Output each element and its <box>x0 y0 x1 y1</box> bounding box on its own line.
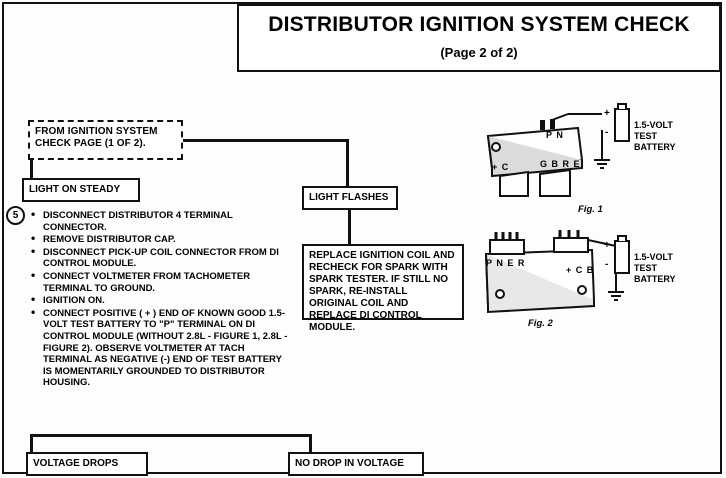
connector-from-to-flashes-horizontal <box>183 139 349 142</box>
light-on-steady-box <box>22 178 140 202</box>
connector-from-to-steady <box>30 160 33 178</box>
fig2-caption: Fig. 2 <box>528 318 553 329</box>
fig1-terminals-bottom: G B R E <box>540 159 581 169</box>
step-number-label: 5 <box>12 210 19 221</box>
list-item: • CONNECT POSITIVE ( + ) END OF KNOWN GOOD 1.5-VOLT TEST BATTERY TO "P" TERMINAL ON DI CONTROL MODULE (WITHOUT 2.8L - FIGURE 1, 2.8L - FIGURE 2). OBSERVE VOLTMETER AT TACH TERMINAL AS NEGATIVE (-) END OF TEST BATTERY IS MOMENTARILY GROUNDED TO DISTRIBUTOR HOUSING. <box>43 308 290 389</box>
fig2-battery-minus: - <box>605 259 609 270</box>
fig1-terminal-c: + C <box>492 162 510 172</box>
fig2-terminals-left: P N E R <box>486 258 526 268</box>
connector-bottom-horizontal <box>30 434 312 437</box>
fig1-battery-minus: - <box>605 127 609 138</box>
list-item: • IGNITION ON. <box>43 295 290 307</box>
fig2-battery-plus: + <box>604 240 610 251</box>
fig2-battery-body <box>614 240 630 274</box>
steps-list <box>28 210 290 390</box>
page-title: DISTRIBUTOR IGNITION SYSTEM CHECK <box>268 13 690 36</box>
no-drop-in-voltage-label: NO DROP IN VOLTAGE <box>295 458 404 469</box>
no-drop-in-voltage-box <box>288 452 424 476</box>
fig1-battery-label: 1.5-VOLT TEST BATTERY <box>634 120 676 152</box>
voltage-drops-box <box>26 452 148 476</box>
fig1-battery-cap <box>617 103 627 109</box>
fig1-battery-plus: + <box>604 108 610 119</box>
replace-coil-box <box>302 244 464 333</box>
list-item: • DISCONNECT PICK-UP COIL CONNECTOR FROM DI CONTROL MODULE. <box>43 247 290 270</box>
title-box <box>237 4 721 72</box>
replace-coil-label: REPLACE IGNITION COIL AND RECHECK FOR SPARK WITH SPARK TESTER. IF STILL NO SPARK, RE-INSTALL ORIGINAL COIL AND REPLACE DI CONTROL MODULE. <box>309 250 455 333</box>
connector-to-no-drop <box>309 434 312 452</box>
fig1-terminals-top: P N <box>546 130 564 140</box>
connector-from-to-flashes-vertical <box>346 139 349 186</box>
step-number-badge <box>6 206 25 225</box>
light-on-steady-label: LIGHT ON STEADY <box>29 184 121 195</box>
list-item: • DISCONNECT DISTRIBUTOR 4 TERMINAL CONNECTOR. <box>43 210 290 233</box>
figure-1-drawing <box>470 100 720 220</box>
fig1-caption: Fig. 1 <box>578 204 603 215</box>
fig1-battery-body <box>614 108 630 142</box>
page-subtitle: (Page 2 of 2) <box>440 45 518 60</box>
from-ignition-system-box <box>28 120 183 160</box>
list-item: • CONNECT VOLTMETER FROM TACHOMETER TERMINAL TO GROUND. <box>43 271 290 294</box>
list-item: • REMOVE DISTRIBUTOR CAP. <box>43 234 290 246</box>
voltage-drops-label: VOLTAGE DROPS <box>33 458 119 469</box>
fig2-battery-cap <box>617 235 627 241</box>
light-flashes-box <box>302 186 398 210</box>
fig2-terminals-right: + C B <box>566 265 595 275</box>
light-flashes-label: LIGHT FLASHES <box>309 192 389 203</box>
fig2-battery-label: 1.5-VOLT TEST BATTERY <box>634 252 676 284</box>
from-ignition-system-label: FROM IGNITION SYSTEM CHECK PAGE (1 OF 2). <box>35 126 158 149</box>
connector-flashes-to-replace <box>348 210 351 244</box>
